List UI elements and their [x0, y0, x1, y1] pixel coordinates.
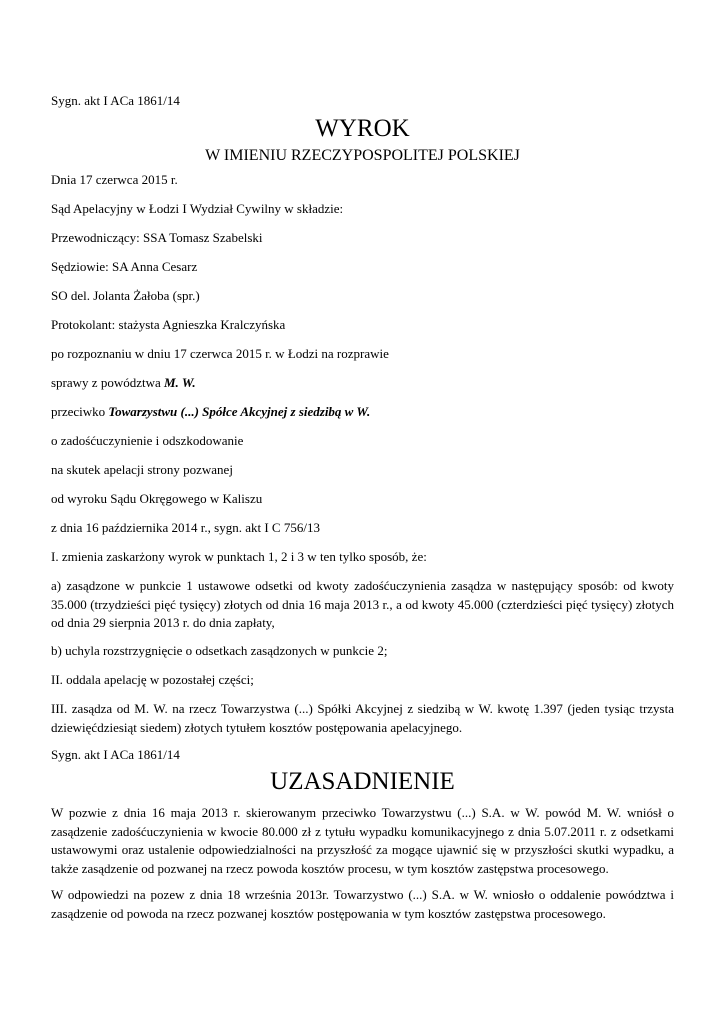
lower-court-judgment-date: z dnia 16 października 2014 r., sygn. akt I C 756/13 — [51, 520, 320, 535]
judgment-date: Dnia 17 czerwca 2015 r. — [51, 172, 178, 187]
ruling-point-3: III. zasądza od M. W. na rzecz Towarzystwa (...) Spółki Akcyjnej z siedzibą w W. kwotę 1.397 (jeden tysiąc trzysta dziewięćdziesiąt siedem) złotych tytułem kosztów postępowania apelacyjnego. — [51, 701, 674, 735]
justification-paragraph-1: W pozwie z dnia 16 maja 2013 r. skierowanym przeciwko Towarzystwu (...) S.A. w W. powód M. W. wniósł o zasądzenie zadośćuczynienia w kwocie 80.000 zł z tytułu wypadku komunikacyjnego z dnia 5.07.2011 r. z odsetkami ustawowymi oraz ustalenie odpowiedzialności na przyszłość za mogące ujawnić się w przyszłości skutki wypadku, a także zasądzenie od pozwanej na rzecz powoda kosztów procesu, w tym kosztów zastępstwa procesowego. — [51, 805, 674, 876]
case-subject: o zadośćuczynienie i odszkodowanie — [51, 433, 244, 448]
case-prefix: sprawy z powództwa — [51, 375, 164, 390]
ruling-point-2: II. oddala apelację w pozostałej części; — [51, 672, 254, 687]
justification-title: UZASADNIENIE — [270, 768, 455, 795]
case-defendant-line — [51, 403, 370, 421]
court-composition: Sąd Apelacyjny w Łodzi I Wydział Cywilny w składzie: — [51, 201, 344, 216]
appeal-info: na skutek apelacji strony pozwanej — [51, 462, 233, 477]
judge-rapporteur: SO del. Jolanta Żałoba (spr.) — [51, 288, 200, 303]
case-plaintiff-line — [51, 374, 196, 392]
ruling-point-1b: b) uchyla rozstrzygnięcie o odsetkach zasądzonych w punkcie 2; — [51, 643, 388, 658]
hearing-info: po rozpoznaniu w dniu 17 czerwca 2015 r. w Łodzi na rozprawie — [51, 346, 389, 361]
judgment-subtitle: W IMIENIU RZECZYPOSPOLITEJ POLSKIEJ — [205, 147, 520, 164]
justification-paragraph-2: W odpowiedzi na pozew z dnia 18 września 2013r. Towarzystwo (...) S.A. w W. wniosło o oddalenie powództwa i zasądzenie od powoda na rzecz pozwanej kosztów postępowania w tym kosztów zastępstwa procesowego. — [51, 887, 674, 921]
lower-court-judgment: od wyroku Sądu Okręgowego w Kaliszu — [51, 491, 263, 506]
judges: Sędziowie: SA Anna Cesarz — [51, 259, 198, 274]
plaintiff-name: M. W. — [164, 375, 196, 390]
defendant-name: Towarzystwu (...) Spółce Akcyjnej z siedzibą w W. — [108, 404, 371, 419]
court-clerk: Protokolant: stażysta Agnieszka Kralczyńska — [51, 317, 286, 332]
ruling-point-1a: a) zasądzone w punkcie 1 ustawowe odsetki od kwoty zadośćuczynienia zasądza w następujący sposób: od kwoty 35.000 (trzydzieści pięć tysięcy) złotych od dnia 16 maja 2013 r., a od kwoty 45.000 (czterdzieści pięć tysięcy) złotych od dnia 29 sierpnia 2013 r. do dnia zapłaty, — [51, 578, 674, 630]
case-signature-justification: Sygn. akt I ACa 1861/14 — [51, 747, 180, 762]
judgment-title: WYROK — [315, 115, 410, 142]
presiding-judge: Przewodniczący: SSA Tomasz Szabelski — [51, 230, 263, 245]
ruling-point-1: I. zmienia zaskarżony wyrok w punktach 1, 2 i 3 w ten tylko sposób, że: — [51, 549, 427, 564]
case-signature-top: Sygn. akt I ACa 1861/14 — [51, 93, 180, 108]
against-prefix: przeciwko — [51, 404, 109, 419]
